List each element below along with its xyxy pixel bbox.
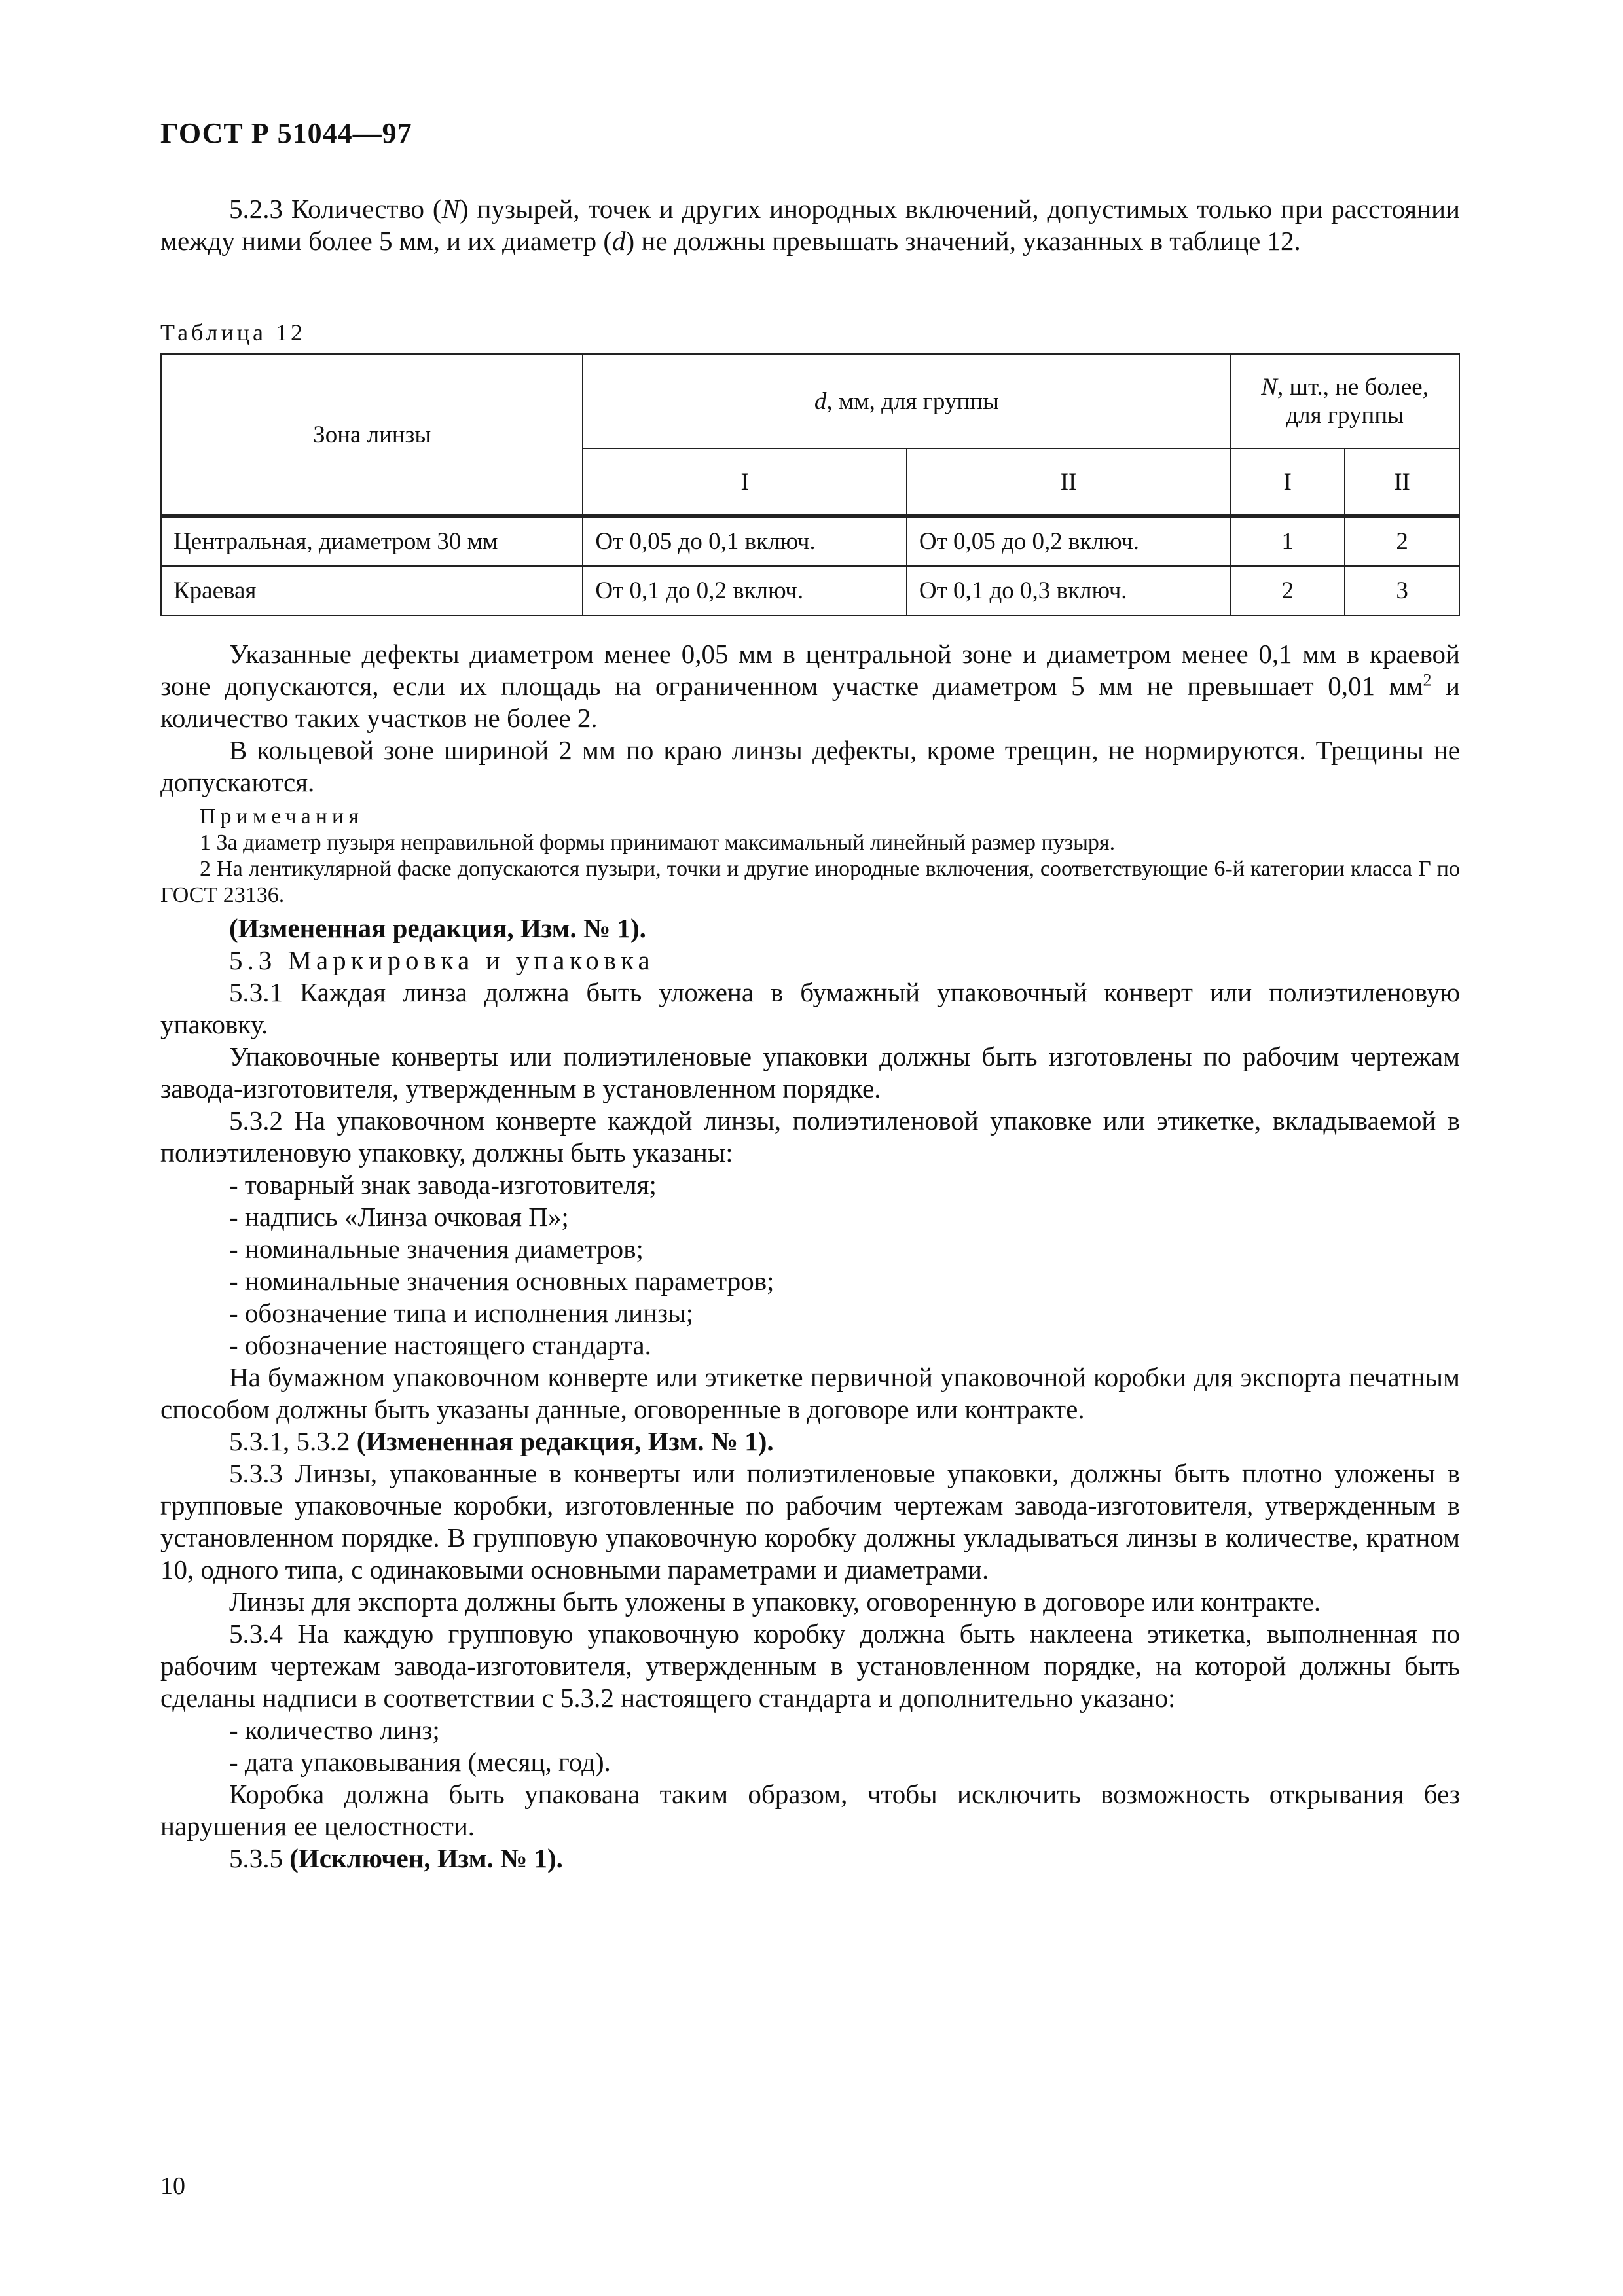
text-span: Указанные дефекты диаметром менее 0,05 мм в центральной зоне и диаметром менее 0,1 мм в краевой зоне допускаются, если их площадь на ограниченном участке диаметром 5 мм не превышает 0,01 мм	[160, 639, 1460, 701]
standard-header: ГОСТ Р 51044—97	[160, 117, 412, 149]
subheader-cell: II	[907, 448, 1230, 516]
table-row	[161, 566, 1459, 615]
note-2: 2 На лентикулярной фаске допускаются пузыри, точки и другие инородные включения, соответствующие 6-й категории класса Г по ГОСТ 23136.	[160, 857, 1460, 907]
text-span: ) не должны превышать значений, указанных в таблице 12.	[625, 226, 1301, 256]
notes-block	[160, 804, 1460, 908]
table-row	[161, 516, 1459, 567]
note-1: 1 За диаметр пузыря неправильной формы принимают максимальный линейный размер пузыря.	[200, 831, 1116, 855]
cell-d1: От 0,05 до 0,1 включ.	[583, 516, 906, 567]
paragraph-export-label: На бумажном упаковочном конверте или этикетке первичной упаковочной коробки для экспорта печатным способом должны быть указаны данные, оговоренные в договоре или контракте.	[160, 1362, 1460, 1424]
amendment-5-3-1-5-3-2	[160, 1426, 1460, 1458]
subheader-cell: II	[1345, 448, 1459, 516]
col-header-d	[583, 354, 1230, 448]
section-5-3-title: 5.3 Маркировка и упаковка	[229, 945, 655, 975]
text-span: ) пузырей, точек и других инородных включений, допустимых только при расстоянии между ними более 5 мм, и их диаметр (	[160, 194, 1460, 256]
text-span: , мм, для группы	[826, 387, 999, 415]
table-caption: Таблица 12	[160, 319, 306, 346]
paragraph-5-3-4: 5.3.4 На каждую групповую упаковочную коробку должна быть наклеена этикетка, выполненная по рабочим чертежам завода-изготовителя, утвержденным в установленном порядке, на которой должны быть сделаны надписи в соответствии с 5.3.2 настоящего стандарта и дополнительно указано:	[160, 1619, 1460, 1713]
list-item: - обозначение настоящего стандарта.	[229, 1330, 651, 1360]
var-d: d	[612, 226, 626, 256]
subheader-cell: I	[583, 448, 906, 516]
subheader-cell: I	[1230, 448, 1345, 516]
list-item: - номинальные значения основных параметров;	[229, 1266, 775, 1296]
cell-d2: От 0,1 до 0,3 включ.	[907, 566, 1230, 615]
intro-paragraph	[160, 193, 1460, 257]
notes-title: Примечания	[200, 804, 363, 829]
cell-zone: Краевая	[161, 566, 583, 615]
var-n: N	[1261, 374, 1277, 401]
cell-n2: 2	[1345, 516, 1459, 567]
cell-d1: От 0,1 до 0,2 включ.	[583, 566, 906, 615]
text-span: для группы	[1286, 402, 1404, 429]
cell-n2: 3	[1345, 566, 1459, 615]
cell-n1: 2	[1230, 566, 1345, 615]
var-n: N	[441, 194, 460, 224]
paragraph-5-3-3-b: Линзы для экспорта должны быть уложены в упаковку, оговоренную в договоре или контракте.	[229, 1587, 1321, 1617]
list-item: - количество линз;	[229, 1715, 440, 1745]
paragraph-5-2-3	[160, 193, 1460, 257]
list-item: - номинальные значения диаметров;	[229, 1234, 644, 1264]
paragraph-5-3-2: 5.3.2 На упаковочном конверте каждой линзы, полиэтиленовой упаковке или этикетке, вкладываемой в полиэтиленовую упаковку, должны быть указаны:	[160, 1105, 1460, 1168]
list-item: - дата упаковывания (месяц, год).	[229, 1747, 611, 1777]
text-span: 5.2.3 Количество (	[229, 194, 442, 224]
cell-n1: 1	[1230, 516, 1345, 567]
var-d: d	[814, 387, 827, 415]
paragraph-5-3-1: 5.3.1 Каждая линза должна быть уложена в бумажный упаковочный конверт или полиэтиленовую упаковку.	[160, 977, 1460, 1039]
superscript: 2	[1423, 670, 1432, 690]
list-item: - товарный знак завода-изготовителя;	[229, 1170, 657, 1200]
text-span: 5.3.5	[229, 1843, 290, 1873]
amendment-bold: (Исключен, Изм. № 1).	[289, 1843, 563, 1873]
col-header-zone: Зона линзы	[161, 354, 583, 516]
paragraph-5-3-4-b: Коробка должна быть упакована таким образом, чтобы исключить возможность открывания без нарушения ее целостности.	[160, 1779, 1460, 1841]
paragraph-defects	[160, 638, 1460, 734]
text-span: и количество таких участков не более 2.	[160, 671, 1460, 733]
cell-zone: Центральная, диаметром 30 мм	[161, 516, 583, 567]
paragraph-ring-zone: В кольцевой зоне шириной 2 мм по краю линзы дефекты, кроме трещин, не нормируются. Трещины не допускаются.	[160, 735, 1460, 797]
table-header-row	[161, 354, 1459, 448]
col-header-n	[1230, 354, 1459, 448]
text-span: 5.3.1, 5.3.2	[229, 1426, 357, 1456]
amendment-bold: (Измененная редакция, Изм. № 1).	[356, 1426, 774, 1456]
list-item: - надпись «Линза очковая П»;	[229, 1202, 569, 1232]
body-text	[160, 638, 1460, 1874]
amendment-note: (Измененная редакция, Изм. № 1).	[229, 913, 646, 943]
page-number: 10	[160, 2172, 185, 2200]
paragraph-5-3-1-b: Упаковочные конверты или полиэтиленовые упаковки должны быть изготовлены по рабочим чертежам завода-изготовителя, утвержденным в установленном порядке.	[160, 1041, 1460, 1103]
paragraph-5-3-3: 5.3.3 Линзы, упакованные в конверты или полиэтиленовые упаковки, должны быть плотно уложены в групповые упаковочные коробки, изготовленные по рабочим чертежам завода-изготовителя, утвержденным в установленном порядке. В групповую упаковочную коробку должны укладываться линзы в количестве, кратном 10, одного типа, с одинаковыми основными параметрами и диаметрами.	[160, 1458, 1460, 1585]
defects-table	[160, 353, 1460, 616]
cell-d2: От 0,05 до 0,2 включ.	[907, 516, 1230, 567]
text-span: , шт., не более,	[1277, 374, 1429, 401]
paragraph-5-3-5	[160, 1842, 1460, 1874]
list-item: - обозначение типа и исполнения линзы;	[229, 1298, 694, 1328]
